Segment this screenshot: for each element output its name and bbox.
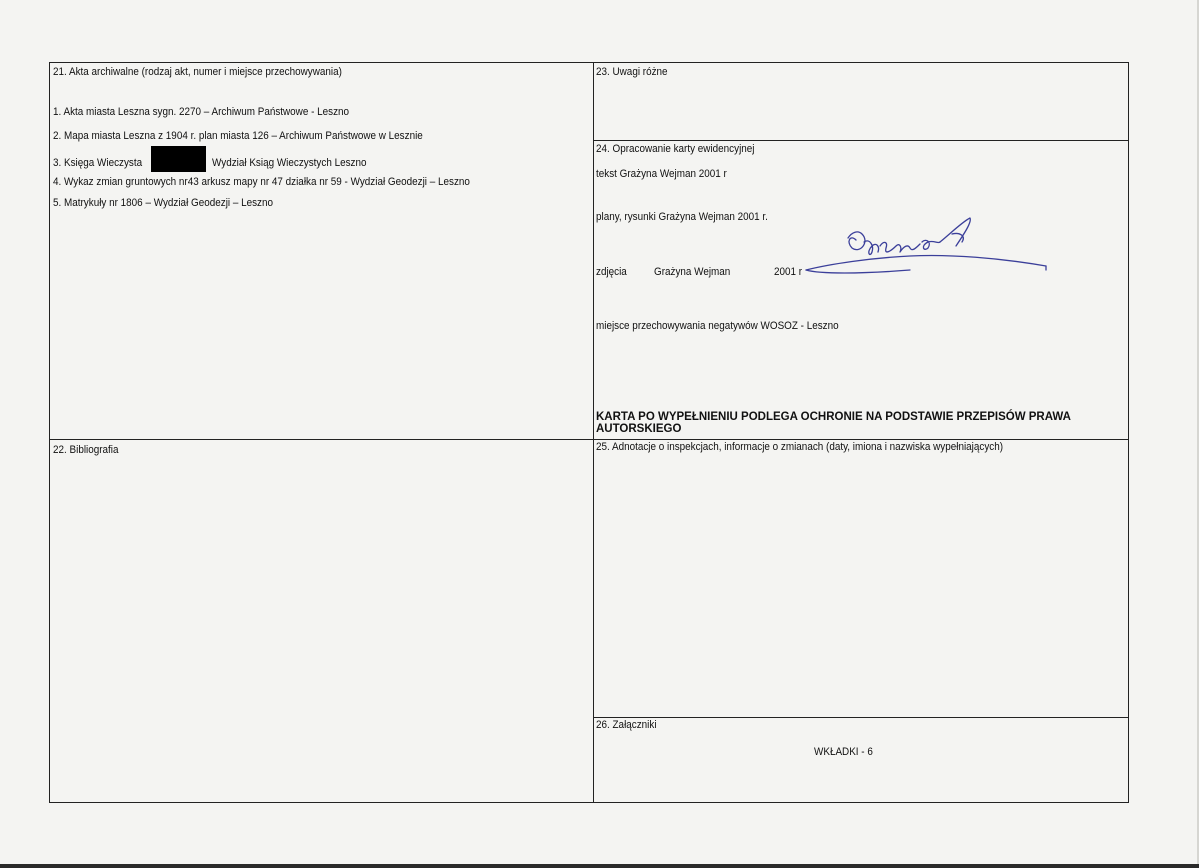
photos-author: Grażyna Wejman	[654, 266, 731, 278]
section-25-box	[593, 439, 1129, 718]
section-23-box	[593, 62, 1129, 141]
photos-label: zdjęcia	[596, 266, 627, 278]
copyright-notice: KARTA PO WYPEŁNIENIU PODLEGA OCHRONIE NA PODSTAWIE PRZEPISÓW PRAWA AUTORSKIEGO	[596, 411, 1071, 435]
section-22-box	[49, 439, 594, 803]
section-23-heading: 23. Uwagi różne	[596, 66, 668, 78]
archive-item-2: 2. Mapa miasta Leszna z 1904 r. plan miasta 126 – Archiwum Państwowe w Lesznie	[53, 130, 423, 142]
archive-item-3-label: 3. Księga Wieczysta	[53, 157, 143, 169]
section-22-heading: 22. Bibliografia	[53, 444, 119, 456]
redaction-box	[151, 146, 206, 172]
attachments-value: WKŁADKI - 6	[814, 746, 873, 758]
section-25-heading: 25. Adnotacje o inspekcjach, informacje o zmianach (daty, imiona i nazwiska wypełniających)	[596, 441, 1004, 453]
section-26-box	[593, 717, 1129, 803]
section-26-heading: 26. Załączniki	[596, 719, 657, 731]
drawings-author-line: plany, rysunki Grażyna Wejman 2001 r.	[596, 211, 768, 223]
section-21-heading: 21. Akta archiwalne (rodzaj akt, numer i miejsce przechowywania)	[53, 66, 342, 78]
signature	[800, 212, 1060, 282]
archive-item-1: 1. Akta miasta Leszna sygn. 2270 – Archiwum Państwowe - Leszno	[53, 106, 350, 118]
negatives-location-line: miejsce przechowywania negatywów WOSOZ - Leszno	[596, 320, 839, 332]
section-24-box	[593, 140, 1129, 440]
text-author-line: tekst Grażyna Wejman 2001 r	[596, 168, 727, 180]
scan-edge-bottom	[0, 864, 1199, 868]
archive-item-4: 4. Wykaz zmian gruntowych nr43 arkusz mapy nr 47 działka nr 59 - Wydział Geodezji – Leszno	[53, 176, 470, 188]
archive-item-3-office: Wydział Ksiąg Wieczystych Leszno	[212, 157, 367, 169]
archive-item-5: 5. Matrykuły nr 1806 – Wydział Geodezji – Leszno	[53, 197, 274, 209]
section-24-heading: 24. Opracowanie karty ewidencyjnej	[596, 143, 755, 155]
photos-year: 2001 r	[774, 266, 803, 278]
